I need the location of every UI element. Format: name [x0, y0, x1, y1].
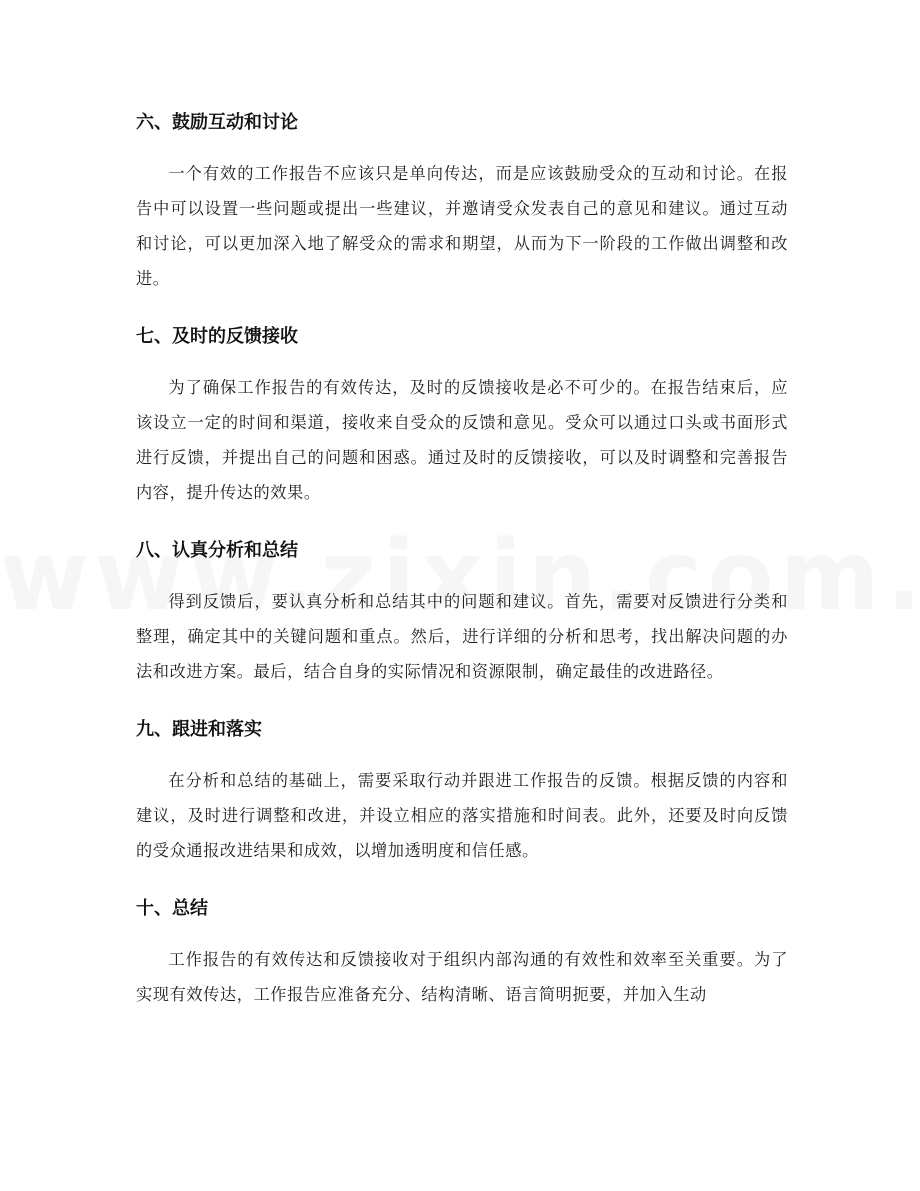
section-6 — [136, 106, 788, 296]
section-paragraph: 工作报告的有效传达和反馈接收对于组织内部沟通的有效性和效率至关重要。为了实现有效传达，工作报告应准备充分、结构清晰、语言简明扼要，并加入生动 — [136, 950, 788, 1004]
section-paragraph: 得到反馈后，要认真分析和总结其中的问题和建议。首先，需要对反馈进行分类和整理，确定其中的关键问题和重点。然后，进行详细的分析和思考，找出解决问题的办法和改进方案。最后，结合自身的实际情况和资源限制，确定最佳的改进路径。 — [136, 592, 788, 681]
section-heading: 八、认真分析和总结 — [136, 540, 298, 561]
section-9 — [136, 713, 788, 868]
section-paragraph: 在分析和总结的基础上，需要采取行动并跟进工作报告的反馈。根据反馈的内容和建议，及时进行调整和改进，并设立相应的落实措施和时间表。此外，还要及时向反馈的受众通报改进结果和成效，以增加透明度和信任感。 — [136, 771, 788, 860]
section-8 — [136, 534, 788, 689]
section-paragraph: 为了确保工作报告的有效传达，及时的反馈接收是必不可少的。在报告结束后，应该设立一定的时间和渠道，接收来自受众的反馈和意见。受众可以通过口头或书面形式进行反馈，并提出自己的问题和困惑。通过及时的反馈接收，可以及时调整和完善报告内容，提升传达的效果。 — [136, 378, 788, 502]
section-heading: 七、及时的反馈接收 — [136, 326, 298, 347]
document-body — [136, 106, 788, 1036]
section-paragraph: 一个有效的工作报告不应该只是单向传达，而是应该鼓励受众的互动和讨论。在报告中可以设置一些问题或提出一些建议，并邀请受众发表自己的意见和建议。通过互动和讨论，可以更加深入地了解受众的需求和期望，从而为下一阶段的工作做出调整和改进。 — [136, 164, 788, 288]
section-heading: 九、跟进和落实 — [136, 719, 262, 740]
section-heading: 六、鼓励互动和讨论 — [136, 112, 298, 133]
section-7 — [136, 320, 788, 510]
section-heading: 十、总结 — [136, 898, 208, 919]
section-10 — [136, 892, 788, 1012]
